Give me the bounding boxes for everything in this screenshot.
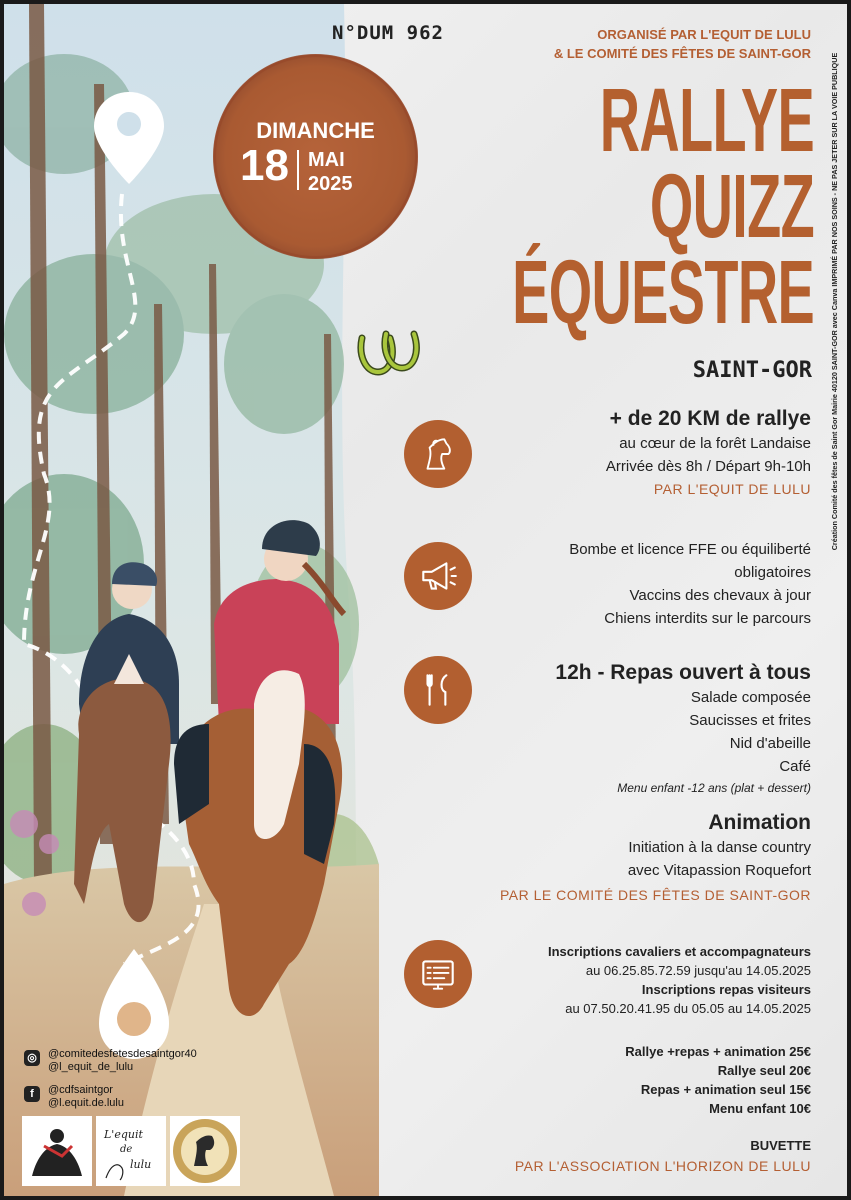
- buvette-section: BUVETTE PAR L'ASSOCIATION L'HORIZON DE LULU: [514, 1138, 811, 1174]
- list-item: Salade composée: [690, 689, 811, 706]
- svg-text:de: de: [120, 1144, 133, 1155]
- svg-text:L'equit: L'equit: [104, 1128, 143, 1141]
- list-item: Café: [779, 758, 811, 775]
- event-title: RALLYE QUIZZ ÉQUESTRE: [512, 71, 814, 343]
- registration-section: Inscriptions cavaliers et accompagnateurs au 06.25.85.72.59 jusqu'au 14.05.2025 Inscriptions repas visiteurs au 07.50.20.41.95 du 05.05 au 14.05.2025: [548, 944, 811, 1016]
- price-item: Repas + animation seul 15€: [640, 1082, 811, 1097]
- location-label: SAINT-GOR: [692, 358, 812, 383]
- facebook-icon: f: [24, 1086, 40, 1102]
- equit-de-lulu-logo: [96, 1116, 166, 1186]
- rallye-heading: + de 20 KM de rallye: [609, 407, 811, 430]
- svg-text:lulu: lulu: [130, 1158, 152, 1171]
- organizers: ORGANISÉ PAR L'EQUIT DE LULU & LE COMITÉ DES FÊTES DE SAINT-GOR: [553, 27, 811, 61]
- date-day: 18: [240, 141, 289, 190]
- horse-head-icon: [404, 420, 472, 488]
- date-month: MAI: [308, 149, 345, 171]
- horizon-de-lulu-logo: [170, 1116, 240, 1186]
- meal-section: 12h - Repas ouvert à tous Salade composée Saucisses et frites Nid d'abeille Café Menu enfant -12 ans (plat + dessert): [555, 661, 811, 795]
- rider-logo: [22, 1116, 92, 1186]
- list-item: Saucisses et frites: [689, 712, 811, 729]
- meal-heading: 12h - Repas ouvert à tous: [555, 661, 811, 684]
- date-badge: [213, 54, 418, 259]
- rallye-section: + de 20 KM de rallye au cœur de la forêt Landaise Arrivée dès 8h / Départ 9h-10h PAR L'EQUIT DE LULU: [605, 407, 811, 497]
- horseshoe-icon: [356, 326, 422, 376]
- list-item: Nid d'abeille: [729, 735, 811, 752]
- date-year: 2025: [308, 173, 353, 195]
- dum-number: N°DUM 962: [332, 22, 444, 44]
- side-credit: Création Comité des fêtes de Saint Gor Mairie 40120 SAINT-GOR avec Canva IMPRIMÉ PAR NOS SOINS - NE PAS JETER SUR LA VOIE PUBLIQUE: [830, 52, 839, 551]
- instagram-icon: ◎: [24, 1050, 40, 1066]
- price-item: Rallye +repas + animation 25€: [625, 1044, 811, 1059]
- fork-knife-icon: [404, 656, 472, 724]
- price-item: Menu enfant 10€: [709, 1101, 811, 1116]
- animation-section: Animation Initiation à la danse country avec Vitapassion Roquefort PAR LE COMITÉ DES FÊTES DE SAINT-GOR: [499, 811, 811, 903]
- rules-section: Bombe et licence FFE ou équiliberté obligatoires Vaccins des chevaux à jour Chiens interdits sur le parcours: [569, 541, 811, 627]
- megaphone-icon: [404, 542, 472, 610]
- date-weekday: DIMANCHE: [256, 118, 375, 143]
- form-icon: [404, 940, 472, 1008]
- prices-section: [625, 1042, 811, 1118]
- animation-heading: Animation: [708, 811, 811, 834]
- poster: N°DUM 962 DIMANCHE 18 MAI 2025 ORGANISÉ PAR L'EQUIT DE LULU & LE COMITÉ DES FÊTES DE SAINT-GOR Création Comité des fêtes de Saint Gor Mairie 40120 SAINT-GOR avec Canva IMPRIMÉ PAR NOS SOINS - NE PAS JETER SUR LA VOIE PUBLIQUE RALLYE QUIZZ ÉQUESTRE SAINT-GOR + de 20 KM de rallye au cœur de la forêt Landaise Arrivée dès 8h / Départ 9h-10h PAR L'EQUIT DE LULU Bombe et licence FFE ou équiliberté obligatoires Vaccins des chevaux à jour Chiens interdits sur le parcours 12h - Repas ouvert à tous Salade composée Saucisses et frites Nid d'abeille Café Menu enfant -12 ans (plat + dessert) Animation Initiation à la danse country avec Vitapassion Roquefort PAR LE COMITÉ DES FÊTES DE SAINT-GOR Inscriptions cavaliers et accompagnateurs au 06.25.85.72.59 jusqu'au 14.05.2025 Inscriptions repas visiteurs au 07.50.20.41.95 du 05.05 au 14.05.2025 Rallye +repas + animation 25€ Rallye seul 20€ Repas + animation seul 15€ Menu enfant 10€ BUVETTE PAR L'ASSOCIATION L'HORIZON DE LULU ◎ @comitedesfetesdesaintgor40 @l_equit_de_lulu f @cdfsaintgor @l.equit.de.lulu L'equit de lulu: [4, 4, 847, 1196]
- price-item: Rallye seul 20€: [717, 1063, 811, 1078]
